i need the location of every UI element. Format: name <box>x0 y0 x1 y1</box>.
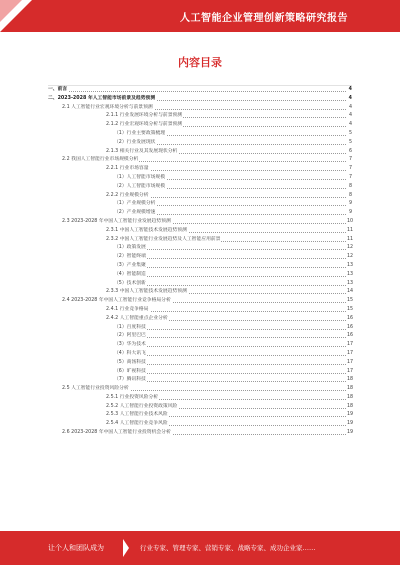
toc-entry-label: 2.1 人工智能行业宏观环境分析与前景预测 <box>62 104 154 113</box>
toc-page-number: 16 <box>347 324 354 330</box>
toc-entry[interactable] <box>48 86 352 95</box>
header-corner-accent <box>0 0 22 22</box>
toc-entry-label: 2.6 2023-2028 年中国人工智能行业投资机会分析 <box>62 429 172 438</box>
toc-page-number: 14 <box>347 289 354 295</box>
toc-page-number: 17 <box>347 342 354 348</box>
toc-entry[interactable] <box>48 324 352 333</box>
toc-entry-label: 2.4 2023-2028 年中国人工智能行业竞争格局分析 <box>62 297 172 306</box>
toc-page-number: 16 <box>347 315 354 321</box>
toc-entry-label: 2.4.1 行业竞争格局 <box>106 306 150 315</box>
toc-entry[interactable] <box>48 104 352 113</box>
toc-entry[interactable] <box>48 359 352 368</box>
toc-leader-dots <box>114 267 346 268</box>
toc-leader-dots <box>114 329 346 330</box>
toc-entry[interactable] <box>48 95 352 104</box>
toc-page-number: 13 <box>347 262 354 268</box>
toc-entry[interactable] <box>48 403 352 412</box>
toc-page-number: 18 <box>347 386 354 392</box>
toc-entry[interactable] <box>48 192 352 201</box>
toc-entry[interactable] <box>48 236 352 245</box>
toc-page-number: 18 <box>347 403 354 409</box>
table-of-contents <box>48 86 352 438</box>
toc-entry[interactable] <box>48 262 352 271</box>
toc-entry[interactable] <box>48 165 352 174</box>
toc-entry[interactable] <box>48 394 352 403</box>
toc-page-number: 13 <box>347 280 354 286</box>
toc-page-number: 17 <box>347 368 354 374</box>
toc-entry-label: （5）商汤科技 <box>114 359 147 368</box>
toc-entry-label: 2.1.3 相关行业及其发展现状分析 <box>106 148 178 157</box>
toc-page-number: 11 <box>347 236 354 242</box>
toc-entry-label: （4）科大讯飞 <box>114 350 147 359</box>
toc-leader-dots <box>114 249 346 250</box>
toc-entry-label: （2）智能终端 <box>114 253 147 262</box>
toc-leader-dots <box>48 91 346 92</box>
toc-page-number: 17 <box>347 350 354 356</box>
toc-entry[interactable] <box>48 315 352 324</box>
toc-page-number: 4 <box>348 87 352 92</box>
toc-entry[interactable] <box>48 139 352 148</box>
toc-entry[interactable] <box>48 385 352 394</box>
toc-entry[interactable] <box>48 183 352 192</box>
toc-leader-dots <box>114 355 346 356</box>
toc-entry-label: （2）产业规模增速 <box>114 209 156 218</box>
toc-page-number: 8 <box>348 192 352 198</box>
toc-entry-label: 二、2023-2028 年人工智能市场前景及趋势预测 <box>48 95 156 104</box>
toc-page-number: 5 <box>348 139 352 145</box>
toc-entry-label: （2）行业发展现状 <box>114 139 156 148</box>
toc-entry-label: 2.3.2 中国人工智能行业发展趋势及人工智能应用前景 <box>106 236 221 245</box>
footer-slogan: 让个人和团队成为 <box>48 544 104 552</box>
toc-entry[interactable] <box>48 271 352 280</box>
toc-entry-label: （1）人工智能市场规模 <box>114 174 166 183</box>
toc-page-number: 18 <box>347 394 354 400</box>
toc-leader-dots <box>114 381 346 382</box>
toc-entry-label: 2.3 2023-2028 年中国人工智能行业发展趋势预测 <box>62 218 172 227</box>
toc-entry-label: 2.2.1 行业市场容量 <box>106 165 150 174</box>
toc-entry-label: 2.2.2 行业规模分析 <box>106 192 150 201</box>
toc-entry[interactable] <box>48 253 352 262</box>
toc-entry-label: （1）百度科技 <box>114 324 147 333</box>
toc-page-number: 11 <box>347 227 354 233</box>
page-footer <box>0 531 400 565</box>
toc-entry-label: 2.3.3 中国人工智能技术发展趋势预测 <box>106 288 188 297</box>
toc-entry-label: （1）政策发展 <box>114 244 147 253</box>
toc-entry[interactable] <box>48 112 352 121</box>
toc-entry[interactable] <box>48 156 352 165</box>
toc-leader-dots <box>114 276 346 277</box>
toc-page-number: 19 <box>347 412 354 418</box>
toc-entry-label: 2.2 我国人工智能行业市场规模分析 <box>62 156 139 165</box>
toc-entry[interactable] <box>48 420 352 429</box>
toc-entry-label: （5）技术创新 <box>114 280 147 289</box>
toc-entry[interactable] <box>48 306 352 315</box>
toc-entry-label: 2.5.3 人工智能行业技术风险 <box>106 411 169 420</box>
toc-page-number: 15 <box>347 298 354 304</box>
toc-page-number: 16 <box>347 333 354 339</box>
toc-entry-label: 2.5.1 行业投资风险分析 <box>106 394 159 403</box>
footer-tagline: 行业专家、管理专家、营销专家、战略专家、成功企业家…… <box>140 544 316 552</box>
toc-page-number: 17 <box>347 359 354 365</box>
toc-page-number: 7 <box>348 166 352 172</box>
toc-entry[interactable] <box>48 429 352 438</box>
toc-entry-label: 2.5 人工智能行业投资风险分析 <box>62 385 130 394</box>
toc-entry-label: （3）华为技术 <box>114 341 147 350</box>
footer-arrow-icon <box>123 539 129 557</box>
toc-page-number: 6 <box>348 148 352 154</box>
toc-heading: 内容目录 <box>178 56 222 69</box>
toc-entry[interactable] <box>48 200 352 209</box>
toc-leader-dots <box>114 258 346 259</box>
toc-page-number: 12 <box>347 254 354 260</box>
toc-entry-label: 2.4.2 人工智能重点企业分析 <box>106 315 169 324</box>
toc-leader-dots <box>114 346 346 347</box>
toc-entry-label: （2）阿里巴巴 <box>114 332 147 341</box>
toc-entry[interactable] <box>48 130 352 139</box>
toc-entry-label: （6）旷视科技 <box>114 368 147 377</box>
toc-entry[interactable] <box>48 148 352 157</box>
toc-entry-label: （1）产业规模分析 <box>114 200 156 209</box>
toc-page-number: 4 <box>348 104 352 110</box>
toc-entry-label: （7）腾讯科技 <box>114 376 147 385</box>
toc-page-number: 10 <box>347 218 354 224</box>
toc-entry[interactable] <box>48 376 352 385</box>
toc-entry-label: 2.3.1 中国人工智能技术发展趋势预测 <box>106 227 188 236</box>
toc-leader-dots <box>114 285 346 286</box>
toc-entry-label: （1）行业主要政策梳理 <box>114 130 166 139</box>
toc-entry-label: （4）智能制造 <box>114 271 147 280</box>
toc-entry[interactable] <box>48 350 352 359</box>
toc-page-number: 15 <box>347 306 354 312</box>
toc-page-number: 7 <box>348 174 352 180</box>
toc-page-number: 13 <box>347 271 354 277</box>
toc-entry[interactable] <box>48 280 352 289</box>
toc-entry[interactable] <box>48 244 352 253</box>
toc-entry-label: 一、前言 <box>48 86 68 95</box>
toc-page-number: 5 <box>348 130 352 136</box>
toc-entry[interactable] <box>48 411 352 420</box>
toc-page-number: 4 <box>348 95 352 101</box>
toc-entry[interactable] <box>48 174 352 183</box>
toc-entry-label: 2.1.1 行业发展环境分析与前景预测 <box>106 112 183 121</box>
toc-entry[interactable] <box>48 368 352 377</box>
toc-page-number: 12 <box>347 245 354 251</box>
toc-page-number: 7 <box>348 157 352 163</box>
toc-entry[interactable] <box>48 218 352 227</box>
toc-page-number: 18 <box>347 377 354 383</box>
toc-page-number: 4 <box>348 113 352 119</box>
toc-page-number: 9 <box>348 201 352 207</box>
toc-entry-label: 2.5.4 人工智能行业竞争风险 <box>106 420 169 429</box>
toc-entry[interactable] <box>48 121 352 130</box>
toc-entry[interactable] <box>48 297 352 306</box>
toc-page-number: 4 <box>348 122 352 128</box>
page-header <box>0 0 400 32</box>
toc-entry[interactable] <box>48 209 352 218</box>
toc-page-number: 9 <box>348 210 352 216</box>
toc-page-number: 19 <box>347 421 354 427</box>
toc-page-number: 19 <box>347 430 354 436</box>
toc-entry-label: 2.1.2 行业宏观环境分析与前景预测 <box>106 121 183 130</box>
toc-entry-label: （3）产业集聚 <box>114 262 147 271</box>
toc-entry-label: （2）人工智能市场规模 <box>114 183 166 192</box>
toc-entry[interactable] <box>48 341 352 350</box>
toc-entry[interactable] <box>48 288 352 297</box>
toc-page-number: 8 <box>348 183 352 189</box>
report-title: 人工智能企业管理创新策略研究报告 <box>180 13 348 24</box>
toc-leader-dots <box>114 373 346 374</box>
toc-leader-dots <box>114 337 346 338</box>
toc-leader-dots <box>114 364 346 365</box>
toc-entry-label: 2.5.2 人工智能行业投资政策风险 <box>106 403 178 412</box>
toc-entry[interactable] <box>48 332 352 341</box>
toc-entry[interactable] <box>48 227 352 236</box>
